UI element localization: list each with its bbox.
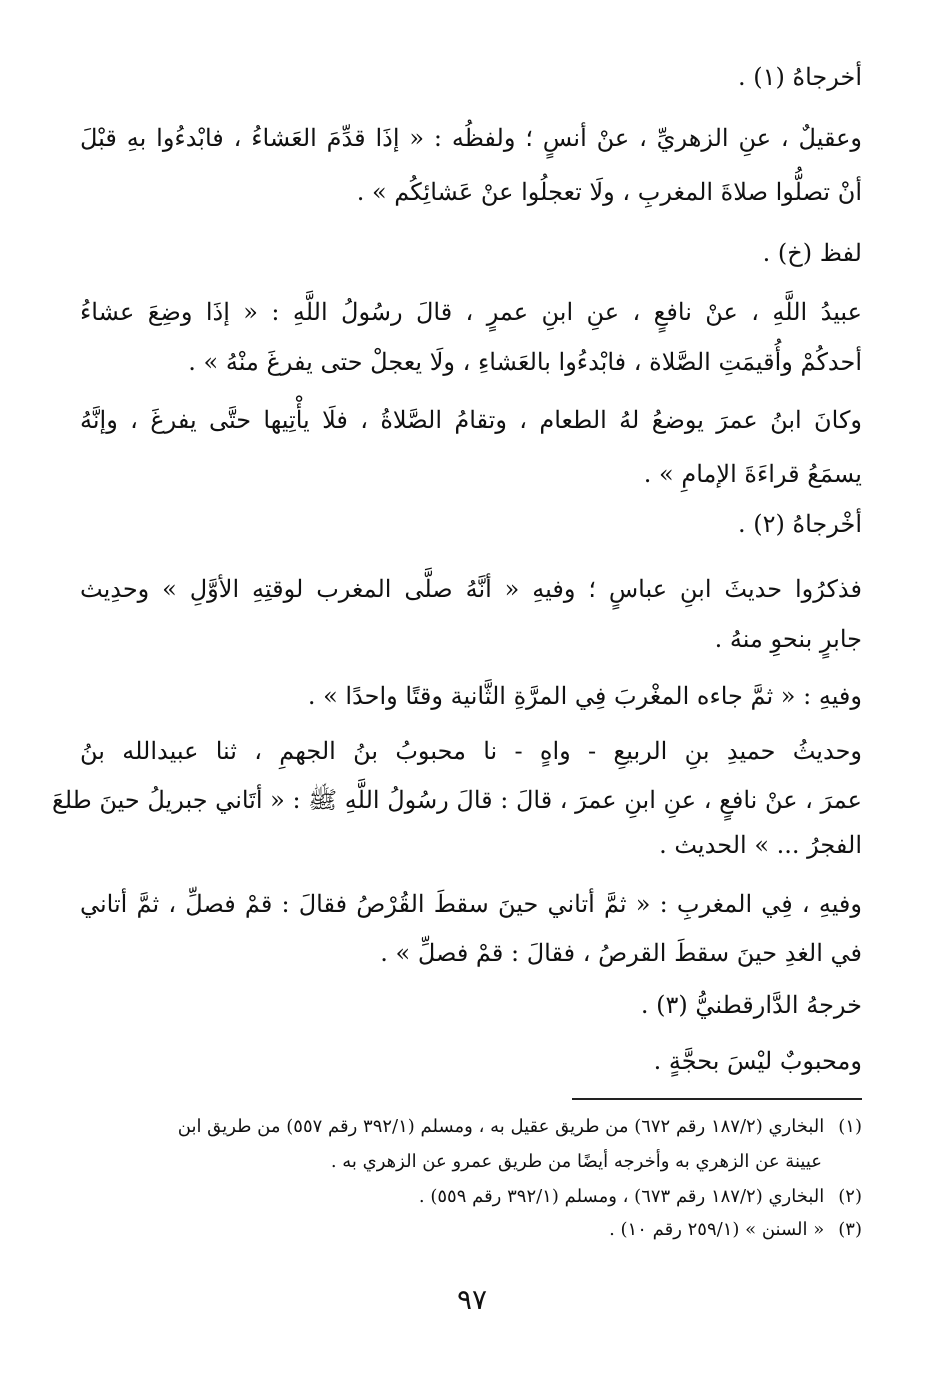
text-line-12: وفيهِ : « ثمَّ جاءه المغْربَ فِي المرَّةِ الثَّانية وقتًا واحدًا » .	[307, 682, 862, 710]
footnote-1-continued	[80, 1148, 822, 1176]
text-line-3: أنْ تصلُّوا صلاةَ المغربِ ، ولَا تعجلُوا عنْ عَشائِكُم » .	[356, 178, 862, 206]
footnote-number: (١)	[838, 1116, 862, 1137]
text-line-16: وفيهِ ، فِي المغربِ : « ثمَّ أتاني حينَ سقطَ القُرْصُ فقالَ : قمْ فصلِّ ، ثمَّ أتاني	[80, 890, 862, 918]
text-line-11: جابرٍ بنحوِ منهُ .	[714, 625, 862, 653]
footnote-text: عيينة عن الزهري به وأخرجه أيضًا من طريق عمرو عن الزهري به .	[330, 1151, 822, 1172]
text-line-6: أحدكُمْ وأُقيمَتِ الصَّلاة ، فابْدءُوا بالعَشاءِ ، ولَا يعجلْ حتى يفرغَ منْهُ » .	[188, 348, 862, 376]
text-line-18: خرجهُ الدَّارقطنيُّ (٣) .	[640, 991, 862, 1019]
page-number: ٩٧	[456, 1283, 488, 1316]
footnote-text: « السنن » (٢٥٩/١ رقم ١٠) .	[609, 1219, 825, 1240]
text-line-14: عمرَ ، عنْ نافعٍ ، عنِ ابنِ عمرَ ، قالَ : قالَ رسُولُ اللَّهِ ﷺ : « أتَاني جبريلُ حينَ طلعَ	[51, 786, 862, 814]
text-line-15: الفجرُ ... » الحديث .	[659, 831, 862, 859]
footnote-text: البخاري (١٨٧/٢ رقم ٦٧٣) ، ومسلم (٣٩٢/١ رقم ٥٥٩) .	[418, 1186, 825, 1207]
text-line-7: وكانَ ابنُ عمرَ يوضعُ لهُ الطعام ، وتقامُ الصَّلاةُ ، فلَا يأْتِيها حتَّى يفرغَ ، وإنَّهُ	[80, 406, 862, 434]
text-line-5: عبيدُ اللَّهِ ، عنْ نافعٍ ، عنِ ابنِ عمرٍ ، قالَ رسُولُ اللَّهِ : « إذَا وضِعَ عشاءُ	[80, 298, 862, 326]
text-line-8: يسمَعُ قراءَةَ الإمامِ » .	[643, 460, 862, 488]
footnote-text: البخاري (١٨٧/٢ رقم ٦٧٢) من طريق عقيل به ، ومسلم (٣٩٢/١ رقم ٥٥٧) من طريق ابن	[177, 1116, 825, 1137]
footnote-divider	[572, 1098, 862, 1100]
footnote-1	[80, 1113, 862, 1141]
text-line-10: فذكرُوا حديثَ ابنِ عباسٍ ؛ وفيهِ « أنَّهُ صلَّى المغرب لوقتِهِ الأوَّلِ » وحدِيث	[80, 575, 862, 603]
footnote-number: (٣)	[838, 1219, 862, 1240]
footnote-2	[80, 1183, 862, 1211]
text-line-13: وحديثُ حميدِ بنِ الربيعِ - واهٍ - نا محبوبُ بنُ الجهمِ ، ثنا عبيدالله بنُ	[80, 737, 862, 765]
footnote-3	[80, 1216, 862, 1244]
footnote-number: (٢)	[838, 1186, 862, 1207]
text-line-19: ومحبوبٌ ليْسَ بحجَّةٍ .	[653, 1047, 862, 1075]
text-line-4: لفظ (خ) .	[762, 239, 862, 267]
text-line-17: في الغدِ حينَ سقطَ القرصُ ، فقالَ : قمْ فصلِّ » .	[380, 939, 862, 967]
text-line-9: أخْرجاهُ (٢) .	[738, 510, 862, 538]
text-line-1: أخرجاهُ (١) .	[738, 63, 862, 91]
text-line-2: وعقيلٌ ، عنِ الزهريِّ ، عنْ أنسٍ ؛ ولفظُه : « إذَا قدِّمَ العَشاءُ ، فابْدءُوا بهِ قبْلَ	[80, 124, 862, 152]
